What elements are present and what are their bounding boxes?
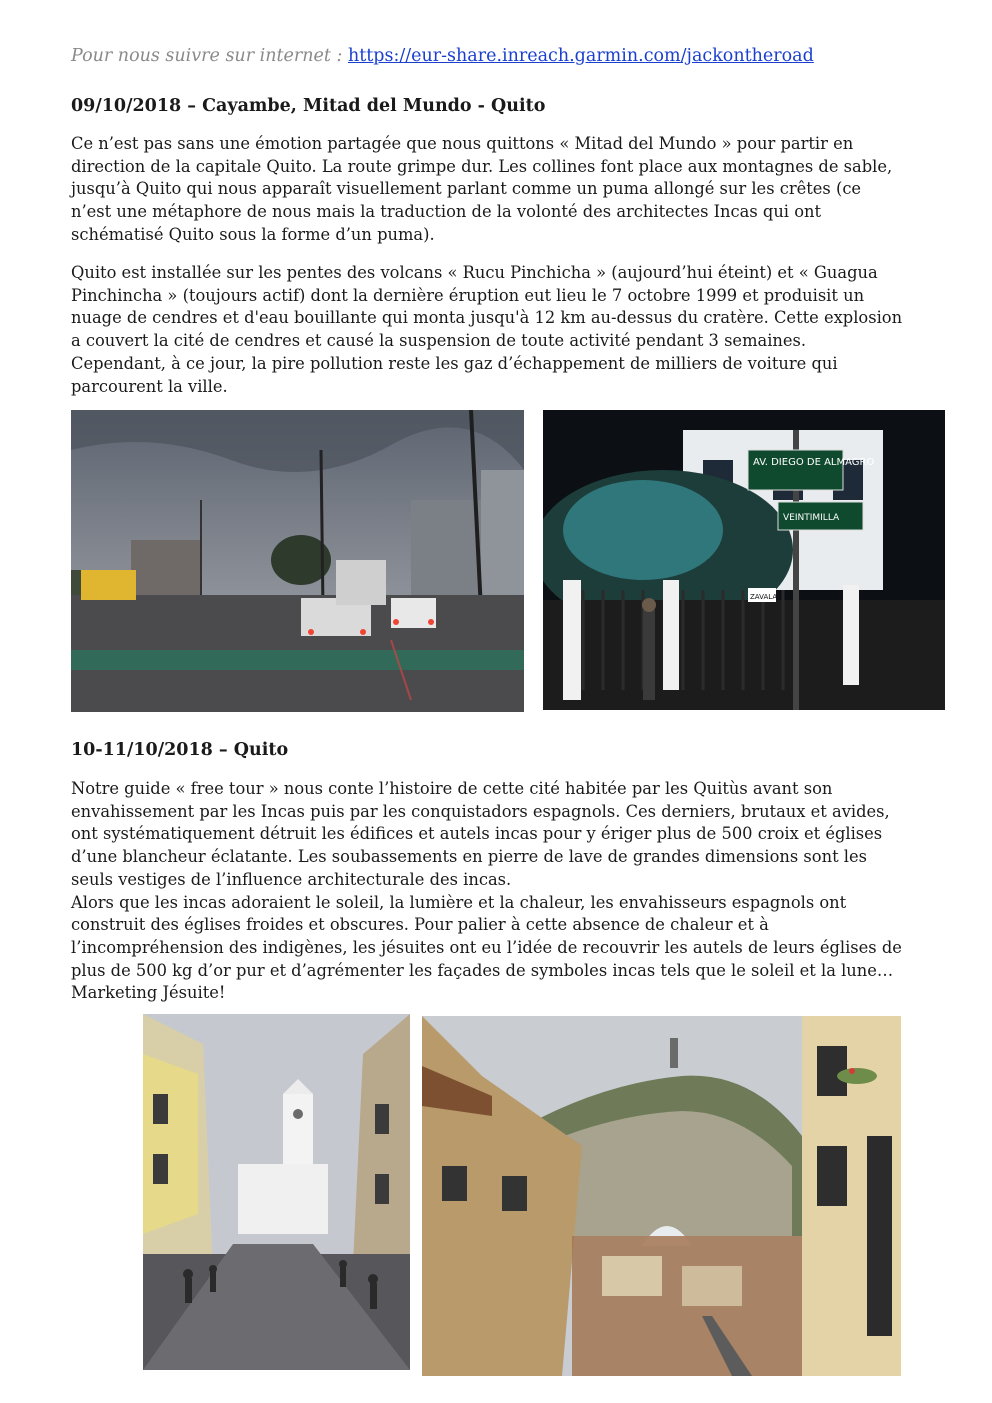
text-line: parcourent la ville. bbox=[71, 376, 228, 396]
colonial-street-church-photo bbox=[143, 1014, 410, 1370]
text-line: construit des églises froides et obscures. Pour palier à cette absence de chaleur et à bbox=[71, 915, 769, 935]
text-line: jusqu’à Quito qui nous apparaît visuellement parlant comme un puma allongé sur les crêtes (ce bbox=[71, 179, 862, 199]
text-line: plus de 500 kg d’or pur et d’agrémenter les façades de symboles incas tels que le soleil et la lune… bbox=[71, 960, 894, 980]
text-line: Marketing Jésuite! bbox=[71, 983, 226, 1003]
section1-paragraph-2 bbox=[71, 262, 951, 398]
panecillo-hill-photo bbox=[422, 1016, 901, 1376]
section1-paragraph-1 bbox=[71, 133, 951, 247]
text-line: Ce n’est pas sans une émotion partagée que nous quittons « Mitad del Mundo » pour partir en bbox=[71, 134, 854, 153]
text-line: a couvert la cité de cendres et causé la suspension de toute activité pendant 3 semaines. bbox=[71, 331, 807, 351]
section2-paragraph-1 bbox=[71, 778, 951, 1005]
text-line: direction de la capitale Quito. La route grimpe dur. Les collines font place aux montagnes de sable, bbox=[71, 156, 893, 176]
text-line: Alors que les incas adoraient le soleil, la lumière et la chaleur, les envahisseurs espagnols ont bbox=[71, 892, 847, 912]
text-line: ont systématiquement détruit les édifices et autels incas pour y ériger plus de 500 croix et églises bbox=[71, 824, 883, 844]
sign-top: AV. DIEGO DE ALMAGRO bbox=[753, 457, 875, 468]
text-line: n’est une métaphore de nous mais la traduction de la volonté des architectes Incas qui ont bbox=[71, 202, 822, 222]
follow-line bbox=[71, 46, 814, 66]
sign-middle: VEINTIMILLA bbox=[783, 513, 840, 523]
follow-label: Pour nous suivre sur internet : bbox=[71, 46, 348, 66]
text-line: Cependant, à ce jour, la pire pollution reste les gaz d’échappement de milliers de voiture qui bbox=[71, 353, 838, 373]
night-street-sign-photo bbox=[543, 410, 945, 710]
section-title-2: 10-11/10/2018 – Quito bbox=[71, 740, 289, 760]
text-line: Notre guide « free tour » nous conte l’histoire de cette cité habitée par les Quitùs avant son bbox=[71, 779, 833, 798]
text-line: envahissement par les Incas puis par les conquistadors espagnols. Ces derniers, brutaux et avides, bbox=[71, 801, 890, 821]
text-line: d’une blancheur éclatante. Les soubassements en pierre de lave de grandes dimensions sont les bbox=[71, 847, 867, 867]
tracking-link[interactable]: https://eur-share.inreach.garmin.com/jackontheroad bbox=[347, 46, 814, 66]
text-line: Pinchincha » (toujours actif) dont la dernière éruption eut lieu le 7 octobre 1999 et produisit un bbox=[71, 285, 865, 305]
text-line: l’incompréhension des indigènes, les jésuites ont eu l’idée de recouvrir les autels de leurs églises de bbox=[71, 937, 902, 957]
street-traffic-photo bbox=[71, 410, 524, 712]
section-title-1: 09/10/2018 – Cayambe, Mitad del Mundo - Quito bbox=[71, 96, 546, 116]
text-line: Quito est installée sur les pentes des volcans « Rucu Pinchicha » (aujourd’hui éteint) et « Guagua bbox=[71, 263, 878, 282]
text-line: schématisé Quito sous la forme d’un puma). bbox=[71, 224, 435, 244]
sign-small: ZAVALA bbox=[750, 593, 778, 601]
text-line: seuls vestiges de l’influence architecturale des incas. bbox=[71, 869, 512, 889]
text-line: nuage de cendres et d'eau bouillante qui monta jusqu'à 12 km au-dessus du cratère. Cette explosion bbox=[71, 308, 903, 328]
